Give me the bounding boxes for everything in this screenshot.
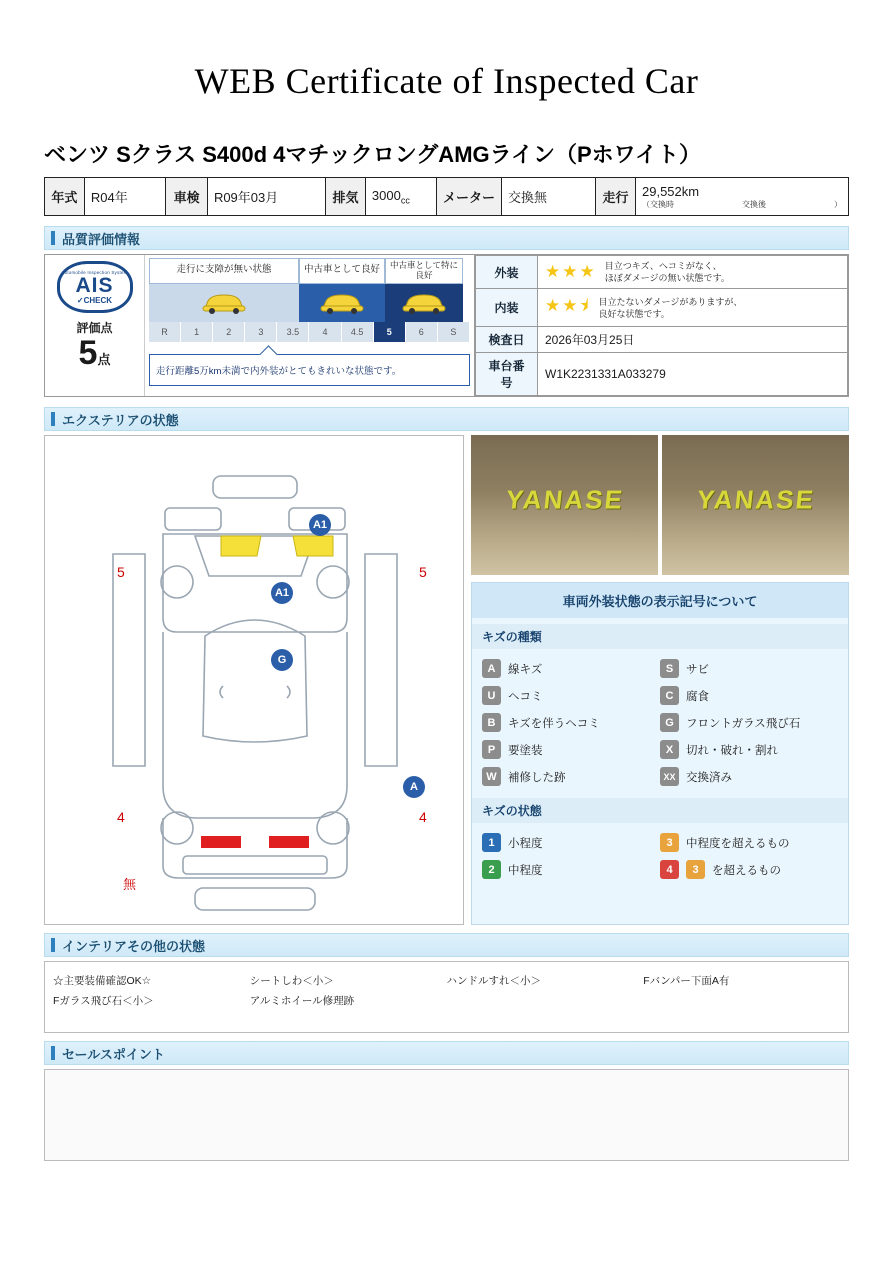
spec-inspection-value: R09年03月	[207, 178, 325, 216]
spec-displacement-label: 排気	[326, 178, 366, 216]
spec-mileage-value	[636, 178, 849, 216]
score-label: 評価点	[76, 321, 113, 335]
section-title-sales: セールスポイント	[62, 1046, 165, 1062]
spec-inspection-label: 車検	[166, 178, 208, 216]
quality-block	[44, 254, 849, 397]
spec-meter-label: メーター	[436, 178, 501, 216]
legend-item	[482, 709, 660, 736]
ais-badge-icon	[57, 261, 133, 313]
quality-detail-table	[475, 255, 848, 396]
scale-header-1: 中古車として良好	[299, 258, 385, 284]
legend-label: 要塗装	[508, 744, 543, 757]
notes-column	[447, 972, 644, 1022]
interior-rating-label: 内装	[476, 289, 538, 327]
legend-subtitle-types: キズの種類	[472, 624, 848, 649]
legend-levels-grid	[472, 823, 848, 885]
vehicle-photos	[471, 435, 849, 575]
notes-column	[250, 972, 447, 1022]
legend-label: 切れ・破れ・割れ	[686, 744, 778, 757]
scale-band-1	[299, 284, 385, 322]
mileage-sub-left: （交換時	[642, 199, 674, 209]
half-star-icon: ⯨	[579, 296, 591, 316]
interior-rating-note: 目立たないダメージがありますが、 良好な状態です。	[598, 296, 743, 319]
ais-badge-sub: Automobile Inspection System	[61, 269, 128, 275]
table-row	[476, 353, 848, 396]
exterior-rating-label: 外装	[476, 256, 538, 289]
legend-item	[660, 829, 838, 856]
spec-displacement-value	[365, 178, 436, 216]
notes-column	[643, 972, 840, 1022]
quality-note: 走行距離5万km未満で内外装がとてもきれいな状態です。	[149, 354, 470, 386]
scale-headers	[149, 258, 470, 284]
level-4-icon: 4	[660, 860, 679, 879]
legend-title: 車両外装状態の表示記号について	[472, 583, 848, 618]
legend-label: キズを伴うヘコミ	[508, 717, 600, 730]
score-unit: 点	[97, 352, 111, 367]
code-xx-icon: XX	[660, 767, 679, 786]
score-value	[45, 336, 144, 370]
interior-stars-full: ★★	[545, 296, 580, 316]
note-item: アルミホイール修理跡	[249, 995, 355, 1008]
spec-mileage-label: 走行	[596, 178, 636, 216]
displacement-number: 3000	[371, 187, 401, 203]
vehicle-photo-2	[662, 435, 849, 575]
legend-label: 中程度を超えるもの	[686, 837, 790, 850]
legend-label: 小程度	[508, 837, 543, 850]
mileage-subnote	[642, 199, 842, 210]
table-row	[476, 256, 848, 289]
legend-panel	[471, 582, 849, 925]
legend-label: 中程度	[508, 864, 543, 877]
score-scale	[149, 322, 470, 342]
legend-item	[660, 682, 838, 709]
scale-step-4: 3.5	[277, 322, 309, 342]
code-x-icon: X	[660, 740, 679, 759]
quality-scale-panel	[145, 255, 475, 396]
scale-step-2: 2	[213, 322, 245, 342]
legend-label: 補修した跡	[508, 771, 566, 784]
code-u-icon: U	[482, 686, 501, 705]
level-2-icon: 2	[482, 860, 501, 879]
scale-step-8: 6	[406, 322, 438, 342]
mileage-number: 29,552km	[642, 183, 700, 199]
car-icon	[319, 291, 365, 320]
legend-subtitle-levels: キズの状態	[472, 798, 848, 823]
spec-year-label: 年式	[45, 178, 85, 216]
mark-a1-hood: A1	[271, 582, 293, 604]
legend-label: を超えるもの	[712, 864, 781, 877]
spec-table	[44, 177, 849, 216]
scale-step-6: 4.5	[342, 322, 374, 342]
scale-step-0: R	[149, 322, 181, 342]
mileage-sub-right: ）	[834, 199, 842, 209]
car-icon	[401, 291, 447, 320]
legend-label: フロントガラス飛び石	[686, 717, 801, 730]
table-row	[476, 289, 848, 327]
inspect-date-label: 検査日	[476, 327, 538, 353]
legend-label: 交換済み	[686, 771, 732, 784]
notes-column	[53, 972, 250, 1022]
vehicle-photo-1	[471, 435, 658, 575]
scale-step-1: 1	[181, 322, 213, 342]
mark-a-rear-right: A	[403, 776, 425, 798]
exterior-area	[44, 435, 849, 925]
section-header-quality	[44, 226, 849, 250]
legend-item	[660, 709, 838, 736]
wheel-value-rear-right: 4	[419, 809, 427, 826]
interior-notes	[44, 961, 849, 1033]
level-3-icon: 3	[660, 833, 679, 852]
code-a-icon: A	[482, 659, 501, 678]
quality-score-panel	[45, 255, 145, 396]
section-title-quality: 品質評価情報	[62, 231, 141, 247]
section-tick-icon	[51, 412, 55, 426]
car-outline-svg	[45, 436, 463, 924]
code-c-icon: C	[660, 686, 679, 705]
scale-step-5: 4	[309, 322, 341, 342]
interior-stars	[545, 293, 591, 322]
legend-item	[482, 682, 660, 709]
note-item: ハンドルすれ＜小＞	[446, 975, 541, 988]
dealer-logo-text: YANASE	[694, 484, 817, 515]
section-header-interior	[44, 933, 849, 957]
wheel-value-rear-left: 4	[117, 809, 125, 826]
scale-step-9: S	[438, 322, 470, 342]
ais-check-text: ✓CHECK	[76, 295, 113, 305]
dealer-logo-text: YANASE	[503, 484, 626, 515]
section-tick-icon	[51, 1046, 55, 1060]
note-item: Fバンパー下面A有	[643, 975, 730, 988]
code-b-icon: B	[482, 713, 501, 732]
scale-band-2	[385, 284, 463, 322]
displacement-unit: cc	[400, 195, 410, 206]
section-title-interior: インテリアその他の状態	[62, 938, 206, 954]
car-name: ベンツ Sクラス S400d 4マチックロングAMGライン（Pホワイト）	[44, 142, 701, 167]
legend-item	[660, 856, 838, 883]
code-g-icon: G	[660, 713, 679, 732]
code-p-icon: P	[482, 740, 501, 759]
section-header-sales	[44, 1041, 849, 1065]
mark-a1-top: A1	[309, 514, 331, 536]
scale-step-7-active: 5	[374, 322, 406, 342]
section-title-exterior: エクステリアの状態	[62, 412, 179, 428]
table-row	[476, 327, 848, 353]
spec-year-value: R04年	[84, 178, 165, 216]
legend-label: サビ	[686, 663, 709, 676]
legend-item	[482, 829, 660, 856]
interior-rating-value	[538, 289, 848, 327]
section-tick-icon	[51, 938, 55, 952]
scale-header-2: 中古車として特に良好	[385, 258, 463, 284]
car-icon	[201, 291, 247, 320]
legend-item	[660, 655, 838, 682]
legend-item	[482, 736, 660, 763]
note-item: Fガラス飛び石＜小＞	[53, 995, 154, 1008]
wheel-value-front-left: 5	[117, 564, 125, 581]
legend-label: ヘコミ	[508, 690, 543, 703]
code-w-icon: W	[482, 767, 501, 786]
scale-car-band	[149, 284, 470, 322]
inspect-date-value: 2026年03月25日	[538, 327, 848, 353]
sales-points-box	[44, 1069, 849, 1161]
scale-header-0: 走行に支障が無い状態	[149, 258, 299, 284]
legend-item	[482, 763, 660, 790]
legend-item	[482, 856, 660, 883]
legend-label: 線キズ	[508, 663, 543, 676]
level-3-ref-icon: 3	[686, 860, 705, 879]
mileage-sub-mid: 交換後	[742, 199, 766, 209]
wheel-value-front-right: 5	[419, 564, 427, 581]
legend-item	[482, 655, 660, 682]
legend-item	[660, 736, 838, 763]
legend-types-grid	[472, 649, 848, 792]
exterior-right-column	[471, 435, 849, 925]
scale-band-0	[149, 284, 299, 322]
score-number: 5	[78, 334, 98, 372]
spec-meter-value: 交換無	[501, 178, 595, 216]
note-item: ☆主要装備確認OK☆	[53, 975, 152, 988]
exterior-rating-value	[538, 256, 848, 289]
section-header-exterior	[44, 407, 849, 431]
exterior-rating-note: 目立つキズ、ヘコミがなく、 ほぼダメージの無い状態です。	[604, 261, 730, 284]
ais-badge-text: AIS	[75, 273, 114, 297]
vin-value: W1K2231331A033279	[538, 353, 848, 396]
legend-item	[660, 763, 838, 790]
note-item: シートしわ＜小＞	[249, 975, 334, 988]
spare-tire-value: 無	[123, 877, 137, 893]
exterior-stars: ★★★	[545, 262, 597, 282]
vin-label: 車台番号	[476, 353, 538, 396]
scale-step-3: 3	[245, 322, 277, 342]
section-tick-icon	[51, 231, 55, 245]
code-s-icon: S	[660, 659, 679, 678]
table-row	[45, 178, 849, 216]
legend-label: 腐食	[686, 690, 709, 703]
car-damage-diagram	[44, 435, 464, 925]
level-1-icon: 1	[482, 833, 501, 852]
mark-g-windshield: G	[271, 649, 293, 671]
page-title: WEB Certificate of Inspected Car	[194, 61, 699, 101]
